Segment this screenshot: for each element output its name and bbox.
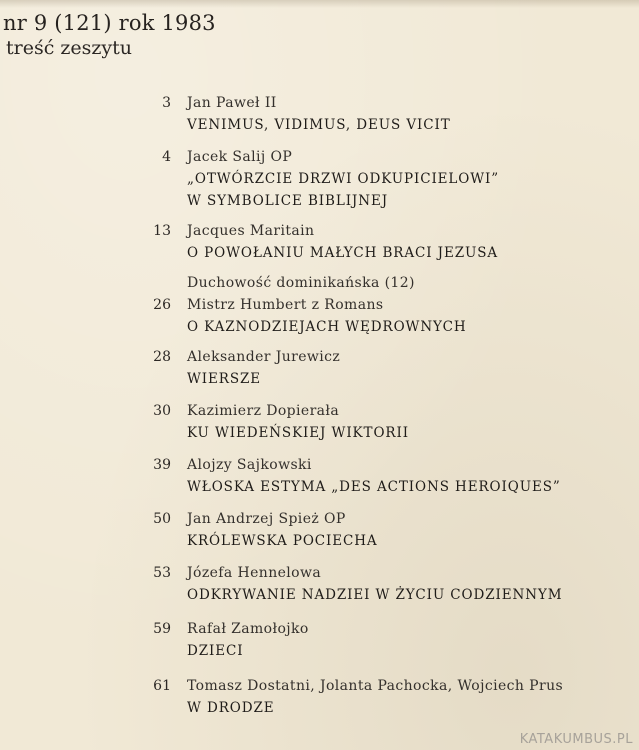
toc-page-number: 28	[153, 349, 171, 365]
toc-page-number: 30	[153, 403, 171, 419]
toc-entry	[140, 618, 630, 662]
toc-title: VENIMUS, VIDIMUS, DEUS VICIT	[187, 117, 451, 133]
toc-page-number: 59	[153, 621, 171, 637]
toc-page-number: 13	[153, 223, 171, 239]
issue-number: nr 9 (121) rok 1983	[3, 11, 216, 35]
toc-author: Jan Andrzej Spież OP	[187, 511, 346, 527]
toc-title: WŁOSKA ESTYMA „DES ACTIONS HEROIQUES”	[187, 479, 561, 495]
toc-entry	[140, 272, 630, 338]
toc-title: KRÓLEWSKA POCIECHA	[187, 533, 378, 549]
toc-title: W DRODZE	[187, 700, 275, 716]
toc-entry	[140, 146, 630, 212]
toc-page-number: 61	[153, 678, 171, 694]
toc-author: Tomasz Dostatni, Jolanta Pachocka, Wojciech Prus	[187, 678, 564, 694]
page-top-shadow	[0, 0, 639, 8]
toc-author: Jacek Salij OP	[187, 149, 293, 165]
toc-page-number: 26	[153, 297, 171, 313]
toc-entry	[140, 220, 630, 264]
toc-page-number: 53	[153, 565, 171, 581]
toc-title: ODKRYWANIE NADZIEI W ŻYCIU CODZIENNYM	[187, 587, 563, 603]
watermark: KATAKUMBUS.PL	[519, 732, 633, 747]
toc-entry	[140, 400, 630, 444]
toc-entry	[140, 346, 630, 390]
toc-title: DZIECI	[187, 643, 244, 659]
toc-series: Duchowość dominikańska (12)	[187, 275, 415, 291]
toc-author: Rafał Zamołojko	[187, 621, 309, 637]
toc-entry	[140, 454, 630, 498]
toc-title: WIERSZE	[187, 371, 262, 387]
toc-author: Kazimierz Dopierała	[187, 403, 340, 419]
toc-author: Alojzy Sajkowski	[187, 457, 312, 473]
toc-author: Mistrz Humbert z Romans	[187, 297, 384, 313]
toc-heading: treść zeszytu	[6, 37, 133, 59]
toc-author: Aleksander Jurewicz	[187, 349, 341, 365]
toc-page-number: 3	[162, 95, 171, 111]
toc-page-number: 39	[153, 457, 171, 473]
toc-title: O KAZNODZIEJACH WĘDROWNYCH	[187, 319, 467, 335]
toc-author: Jacques Maritain	[187, 223, 315, 239]
toc-entry	[140, 675, 630, 719]
toc-page-number: 4	[162, 149, 171, 165]
toc-author: Jan Paweł II	[187, 95, 277, 111]
toc-entry	[140, 508, 630, 552]
toc-title: KU WIEDEŃSKIEJ WIKTORII	[187, 425, 409, 441]
toc-entry	[140, 562, 630, 606]
toc-entry	[140, 92, 630, 136]
toc-page-number: 50	[153, 511, 171, 527]
toc-author: Józefa Hennelowa	[187, 565, 322, 581]
toc-title-continued: W SYMBOLICE BIBLIJNEJ	[187, 193, 389, 209]
toc-title: O POWOŁANIU MAŁYCH BRACI JEZUSA	[187, 245, 499, 261]
toc-title: „OTWÓRZCIE DRZWI ODKUPICIELOWI”	[187, 171, 500, 187]
